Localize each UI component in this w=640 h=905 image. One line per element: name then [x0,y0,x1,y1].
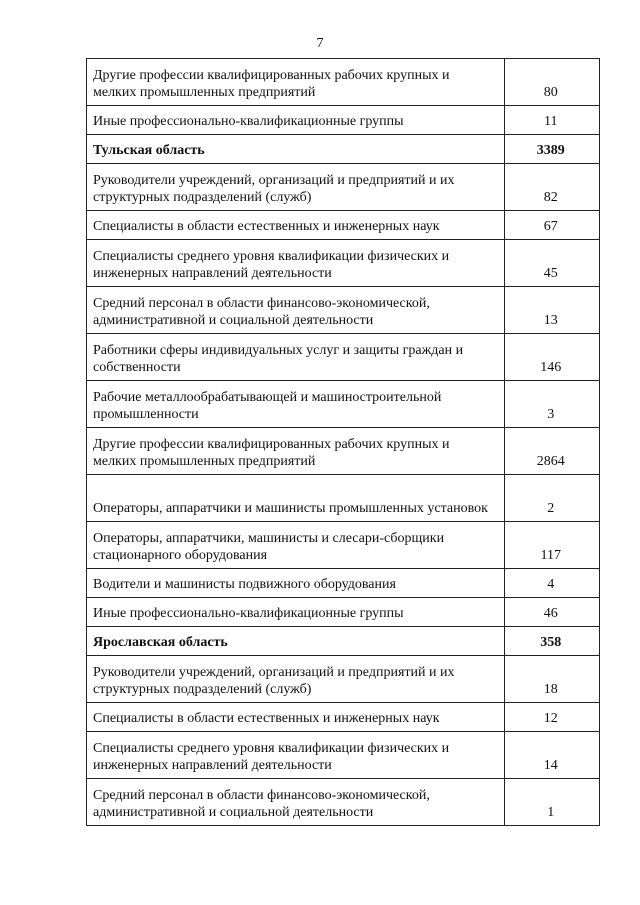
region-name-cell: Ярославская область [87,627,505,656]
count-cell: 46 [504,598,599,627]
table-row [87,475,600,522]
profession-cell: Иные профессионально-квалификационные группы [87,598,505,627]
table-row [87,428,600,475]
profession-cell: Другие профессии квалифицированных рабочих крупных и мелких промышленных предприятий [87,428,505,475]
count-cell: 1 [504,779,599,826]
table-row [87,522,600,569]
table-row [87,569,600,598]
table-row [87,703,600,732]
table-row [87,598,600,627]
profession-cell: Специалисты в области естественных и инженерных наук [87,211,505,240]
region-total-cell: 358 [504,627,599,656]
table-row [87,334,600,381]
table-row [87,656,600,703]
data-table [86,58,600,826]
table-row [87,106,600,135]
profession-cell: Рабочие металлообрабатывающей и машиностроительной промышленности [87,381,505,428]
region-name-cell: Тульская область [87,135,505,164]
count-cell: 80 [504,59,599,106]
region-row [87,135,600,164]
profession-cell: Работники сферы индивидуальных услуг и защиты граждан и собственности [87,334,505,381]
region-total-cell: 3389 [504,135,599,164]
profession-cell: Специалисты в области естественных и инженерных наук [87,703,505,732]
table-row [87,59,600,106]
count-cell: 2 [504,475,599,522]
table-row [87,164,600,211]
profession-cell: Иные профессионально-квалификационные группы [87,106,505,135]
count-cell: 3 [504,381,599,428]
profession-cell: Операторы, аппаратчики, машинисты и слесари-сборщики стационарного оборудования [87,522,505,569]
profession-cell: Водители и машинисты подвижного оборудования [87,569,505,598]
profession-cell: Операторы, аппаратчики и машинисты промышленных установок [87,475,505,522]
profession-cell: Средний персонал в области финансово-экономической, административной и социальной деятельности [87,779,505,826]
table-row [87,287,600,334]
count-cell: 4 [504,569,599,598]
profession-cell: Специалисты среднего уровня квалификации физических и инженерных направлений деятельности [87,240,505,287]
count-cell: 117 [504,522,599,569]
table-row [87,381,600,428]
profession-cell: Другие профессии квалифицированных рабочих крупных и мелких промышленных предприятий [87,59,505,106]
profession-cell: Средний персонал в области финансово-экономической, административной и социальной деятельности [87,287,505,334]
profession-cell: Специалисты среднего уровня квалификации физических и инженерных направлений деятельности [87,732,505,779]
table-body [87,59,600,826]
table-row [87,732,600,779]
region-row [87,627,600,656]
count-cell: 18 [504,656,599,703]
page-number: 7 [316,36,324,51]
count-cell: 82 [504,164,599,211]
count-cell: 45 [504,240,599,287]
table-row [87,779,600,826]
profession-cell: Руководители учреждений, организаций и предприятий и их структурных подразделений (служб) [87,164,505,211]
profession-cell: Руководители учреждений, организаций и предприятий и их структурных подразделений (служб) [87,656,505,703]
count-cell: 67 [504,211,599,240]
count-cell: 13 [504,287,599,334]
count-cell: 11 [504,106,599,135]
table-row [87,240,600,287]
count-cell: 2864 [504,428,599,475]
count-cell: 14 [504,732,599,779]
count-cell: 12 [504,703,599,732]
table-row [87,211,600,240]
count-cell: 146 [504,334,599,381]
